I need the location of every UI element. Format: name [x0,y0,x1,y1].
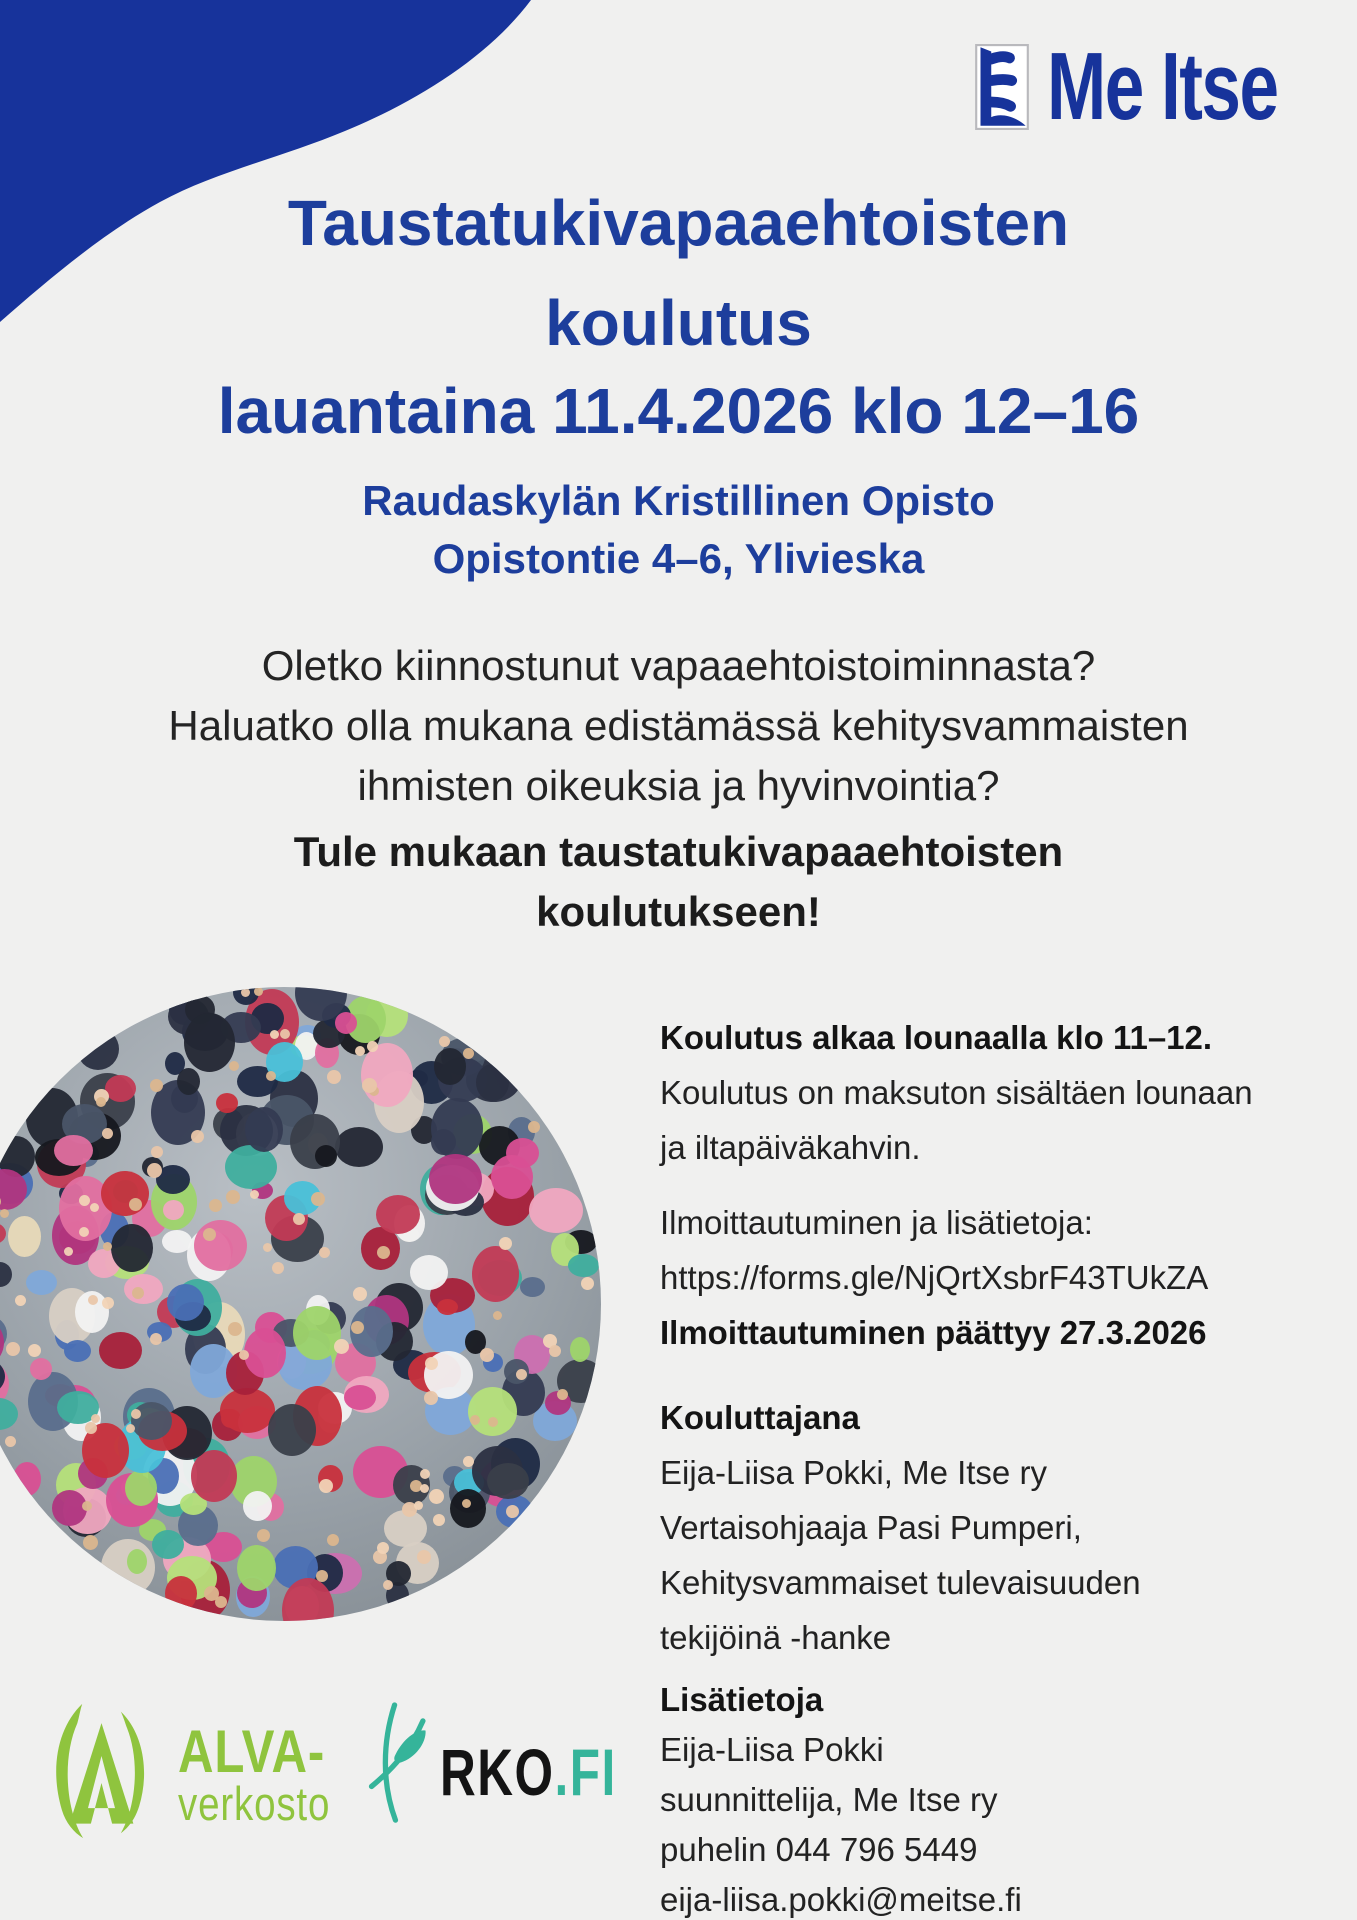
crowd-photo-texture [0,987,601,1621]
trainer-section [660,1390,1280,1665]
trainer-line-1: Eija-Liisa Pokki, Me Itse ry [660,1454,1047,1491]
signup-url: https://forms.gle/NjQrtXsbrF43TUkZA [660,1259,1209,1296]
alva-logo-line-2: verkosto [178,1777,331,1830]
trainer-line-2: Vertaisohjaaja Pasi Pumperi, [660,1509,1082,1546]
rko-logo-suffix: .FI [554,1735,617,1809]
contact-phone: puhelin 044 796 5449 [660,1831,978,1868]
lunch-line-2: Koulutus on maksuton sisältäen lounaan [660,1074,1253,1111]
lunch-heading: Koulutus alkaa lounaalla klo 11–12. [660,1019,1213,1056]
trainer-heading: Kouluttajana [660,1399,860,1436]
trainer-line-3: Kehitysvammaiset tulevaisuuden [660,1564,1141,1601]
schedule-section [660,1010,1280,1175]
cta-line-1: Tule mukaan taustatukivapaaehtoisten [293,828,1064,875]
details-column [660,1010,1280,1920]
title-line-2: koulutus [545,287,812,359]
contact-section [660,1675,1280,1920]
intro-line-3: ihmisten oikeuksia ja hyvinvointia? [357,762,1000,809]
venue-name: Raudaskylän Kristillinen Opisto [362,477,995,524]
lunch-line-3: ja iltapäiväkahvin. [660,1129,921,1166]
venue-address: Opistontie 4–6, Ylivieska [432,535,925,582]
signup-section [660,1195,1280,1360]
rko-logo-name: RKO [440,1735,555,1809]
rko-fi-logo [368,1702,676,1824]
me-itse-logo-text: Me Itse [1047,33,1278,140]
contact-email: eija-liisa.pokki@meitse.fi [660,1881,1022,1918]
title-line-1: Taustatukivapaaehtoisten [287,187,1070,259]
alva-logo-icon [43,1700,160,1840]
contact-role: suunnittelija, Me Itse ry [660,1781,998,1818]
rko-logo-text [440,1735,617,1809]
corner-blob-decoration [0,0,540,330]
alva-verkosto-logo [43,1700,364,1840]
intro-line-2: Haluatko olla mukana edistämässä kehitysvammaisten [168,702,1189,749]
signup-heading: Ilmoittautuminen ja lisätietoja: [660,1204,1093,1241]
alva-logo-text [178,1718,331,1830]
rko-logo-icon [368,1702,430,1824]
trainer-line-4: tekijöinä -hanke [660,1619,892,1656]
cta-line-2: koulutukseen! [536,888,821,935]
alva-logo-line-1: ALVA- [178,1718,326,1785]
contact-name: Eija-Liisa Pokki [660,1731,884,1768]
intro-line-1: Oletko kiinnostunut vapaaehtoistoiminnasta? [261,642,1096,689]
me-itse-logo [975,32,1357,142]
signup-deadline: Ilmoittautuminen päättyy 27.3.2026 [660,1314,1207,1351]
me-itse-logo-icon [975,44,1029,130]
event-date-line: lauantaina 11.4.2026 klo 12–16 [217,375,1140,447]
crowd-photo [0,987,601,1621]
contact-heading: Lisätietoja [660,1681,824,1718]
